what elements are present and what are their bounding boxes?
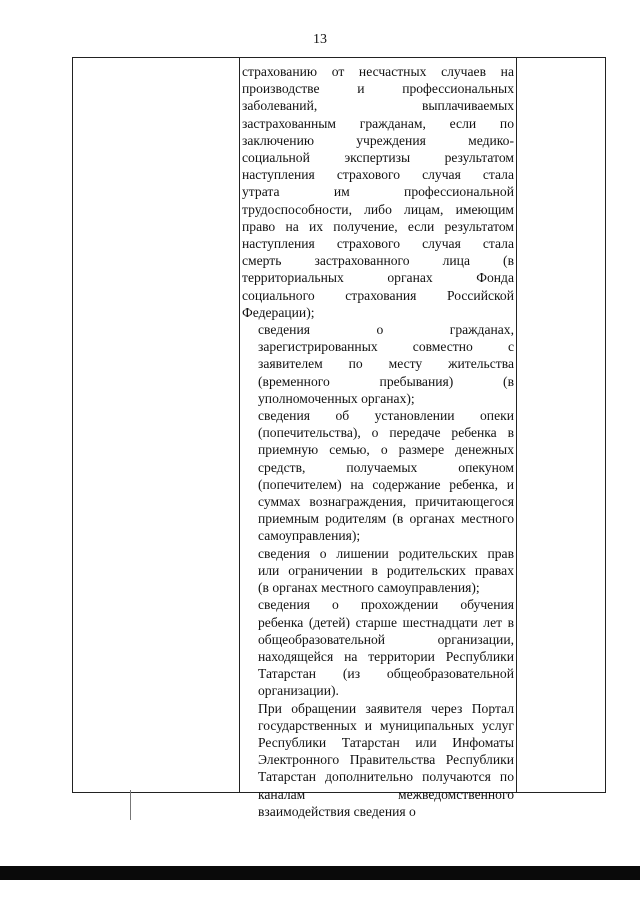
cell-paragraph bbox=[242, 321, 514, 407]
table-cell-middle bbox=[242, 63, 514, 820]
text-line: трудоспособности, либо лицам, имеющим bbox=[242, 201, 514, 217]
page-number: 13 bbox=[313, 32, 327, 47]
text-line: или ограничении в родительских правах bbox=[258, 562, 514, 578]
text-line: взаимодействия сведения о bbox=[258, 803, 416, 819]
text-line: заболеваний, выплачиваемых bbox=[242, 98, 514, 114]
text-line: Татарстан (из общеобразовательной bbox=[258, 666, 514, 682]
text-line: право на их получение, если результатом bbox=[242, 218, 514, 234]
column-divider-right bbox=[516, 58, 517, 792]
text-line: социального страхования Российской bbox=[242, 287, 514, 303]
text-line: ребенка (детей) старше шестнадцати лет в bbox=[258, 614, 514, 630]
text-line: смерть застрахованного лица (в bbox=[242, 253, 514, 269]
text-line: Татарстан дополнительно получаются по bbox=[258, 769, 514, 785]
cell-paragraph bbox=[242, 596, 514, 699]
text-line: заявителем по месту жительства bbox=[258, 356, 514, 372]
text-line: наступления страхового случая стала bbox=[242, 167, 514, 183]
column-divider-left bbox=[239, 58, 240, 792]
text-line: уполномоченных органах); bbox=[258, 390, 415, 406]
text-line: (временного пребывания) (в bbox=[258, 373, 514, 389]
text-line: сведения об установлении опеки bbox=[258, 408, 514, 424]
text-line: приемную семью, о размере денежных bbox=[258, 442, 514, 458]
text-line: утрата им профессиональной bbox=[242, 184, 514, 200]
cell-paragraph bbox=[242, 407, 514, 545]
text-line: государственных и муниципальных услуг bbox=[258, 717, 514, 733]
text-line: каналам межведомственного bbox=[258, 786, 514, 802]
cell-paragraph bbox=[242, 545, 514, 597]
text-line: заключению учреждения медико- bbox=[242, 132, 514, 148]
text-line: (попечительства), о передаче ребенка в bbox=[258, 425, 514, 441]
scan-edge-bar bbox=[0, 866, 640, 880]
text-line: находящейся на территории Республики bbox=[258, 648, 514, 664]
text-line: Электронного Правительства Республики bbox=[258, 752, 514, 768]
text-line: территориальных органах Фонда bbox=[242, 270, 514, 286]
cell-paragraph bbox=[242, 700, 514, 820]
text-line: застрахованным гражданам, если по bbox=[242, 115, 514, 131]
text-line: средств, получаемых опекуном bbox=[258, 459, 514, 475]
text-line: суммах вознаграждения, причитающегося bbox=[258, 494, 514, 510]
text-line: зарегистрированных совместно с bbox=[258, 339, 514, 355]
text-line: сведения о лишении родительских прав bbox=[258, 545, 514, 561]
text-line: организации). bbox=[258, 683, 339, 699]
text-line: Республики Татарстан или Инфоматы bbox=[258, 734, 514, 750]
text-line: производстве и профессиональных bbox=[242, 81, 514, 97]
cell-paragraph bbox=[242, 63, 514, 321]
text-line: страхованию от несчастных случаев на bbox=[242, 64, 514, 79]
text-line: социальной экспертизы результатом bbox=[242, 150, 514, 166]
text-line: сведения о прохождении обучения bbox=[258, 597, 514, 613]
text-line: (в органах местного самоуправления); bbox=[258, 580, 480, 596]
text-line: Федерации); bbox=[242, 304, 315, 320]
text-line: самоуправления); bbox=[258, 528, 361, 544]
scan-artifact-mark bbox=[130, 790, 131, 820]
document-table bbox=[72, 57, 606, 819]
text-line: наступления страхового случая стала bbox=[242, 236, 514, 252]
text-line: общеобразовательной организации, bbox=[258, 631, 514, 647]
text-line: сведения о гражданах, bbox=[258, 322, 514, 338]
text-line: приемным родителям (в органах местного bbox=[258, 511, 514, 527]
text-line: При обращении заявителя через Портал bbox=[258, 700, 514, 716]
text-line: (попечителем) на содержание ребенка, и bbox=[258, 476, 514, 492]
